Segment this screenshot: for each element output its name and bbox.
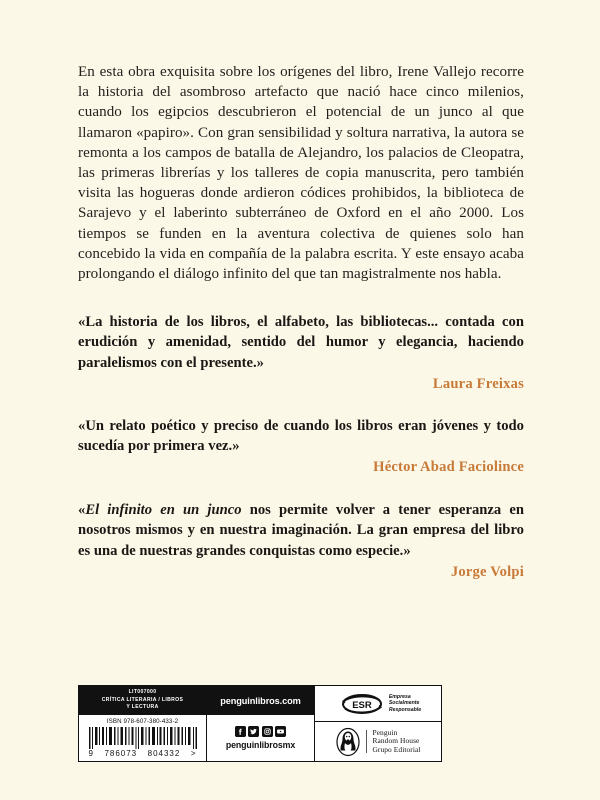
- quote-text-2: «Un relato poético y preciso de cuando los libros eran jóvenes y todo sucedía por primera vez.»: [78, 417, 524, 455]
- web-column: [207, 686, 315, 761]
- book-title-italic: El infinito en un junco: [85, 502, 242, 519]
- blurb-paragraph: En esta obra exquisita sobre los orígenes del libro, Irene Vallejo recorre la historia del asombroso artefacto que nació hace cinco milenios, cuando los egipcios descubrieron el potencial de un junco al que llamaron «papiro». Con gran sensibilidad y soltura narrativa, la autora se remonta a los campos de batalla de Alejandro, los palacios de Cleopatra, las primeras librerías y los talleres de copia manuscrita, pero también visita las hogueras donde ardieron códices prohibidos, la biblioteca de Sarajevo y el laberinto subterráneo de Oxford en el año 2000. Los tiempos se funden en la aventura colectiva de quienes solo han concebido la vida en compañía de la palabra escrita. Y este ensayo acaba prolongando el diálogo infinito del que tan magistralmente nos habla.: [78, 64, 524, 283]
- quote-attribution-3: Jorge Volpi: [450, 563, 524, 580]
- quote-block-1: [78, 312, 524, 395]
- barcode-digit-group-1: 9: [88, 749, 94, 758]
- esr-tagline: [389, 694, 421, 713]
- quote-3-open-mark: «: [78, 502, 86, 519]
- logos-column: [315, 686, 441, 761]
- barcode-icon: [89, 727, 197, 749]
- bisac-category-block: [79, 686, 206, 715]
- youtube-icon[interactable]: [275, 726, 286, 737]
- esr-icon: [339, 692, 385, 716]
- twitter-icon[interactable]: [248, 726, 259, 737]
- svg-text:ESR: ESR: [352, 699, 372, 711]
- barcode-digit-group-2: 786073: [104, 749, 138, 758]
- facebook-icon[interactable]: [235, 726, 246, 737]
- esr-tagline-line3: Responsable: [388, 706, 422, 713]
- quote-attribution-1: Laura Freixas: [432, 375, 524, 392]
- cover-footer: [78, 685, 442, 762]
- bisac-category-line1: CRÍTICA LITERARIA / LIBROS: [101, 696, 184, 703]
- publisher-logo-block: [315, 722, 441, 761]
- isbn-column: [79, 686, 207, 761]
- quote-3-body: nos permite volver a tener esperanza en nosotros mismos y en nuestra imaginación. La gran empresa del libro es una de nuestras grandes conquistas como especie.»: [78, 502, 525, 559]
- quote-attribution-2: Héctor Abad Faciolince: [373, 459, 524, 476]
- esr-logo-block: [315, 686, 441, 722]
- isbn-number: ISBN 978-607-380-433-2: [106, 718, 179, 725]
- barcode-digit-end: >: [190, 749, 197, 758]
- quote-text-1: «La historia de los libros, el alfabeto, las bibliotecas... contada con erudición y amenidad, sentido del humor y elegancia, haciendo paralelismos con el presente.»: [78, 314, 524, 371]
- penguin-icon: [335, 727, 361, 757]
- quote-text-3: [78, 500, 524, 561]
- publisher-divider: [366, 730, 367, 753]
- instagram-icon[interactable]: [262, 726, 273, 737]
- publisher-line1: Penguin: [372, 727, 398, 737]
- website-url[interactable]: penguinlibros.com: [207, 686, 314, 715]
- publisher-line2: Random House: [372, 736, 420, 746]
- publisher-line3: Grupo Editorial: [372, 744, 421, 754]
- quote-block-3: [78, 500, 524, 583]
- bisac-category-line2: Y LECTURA: [126, 704, 159, 711]
- isbn-barcode-area: [79, 715, 206, 761]
- barcode-digits: [87, 749, 199, 758]
- social-area: [207, 715, 314, 761]
- bisac-code: LIT007000: [128, 689, 157, 696]
- publisher-name: [372, 729, 420, 755]
- esr-tagline-line1: Empresa: [388, 693, 411, 700]
- esr-tagline-line2: Socialmente: [388, 700, 420, 707]
- social-handle: penguinlibrosmx: [225, 740, 296, 750]
- barcode-digit-group-3: 804332: [147, 749, 181, 758]
- quote-block-2: [78, 416, 524, 478]
- cover-text-content: [78, 62, 524, 583]
- social-icon-row: [235, 726, 287, 737]
